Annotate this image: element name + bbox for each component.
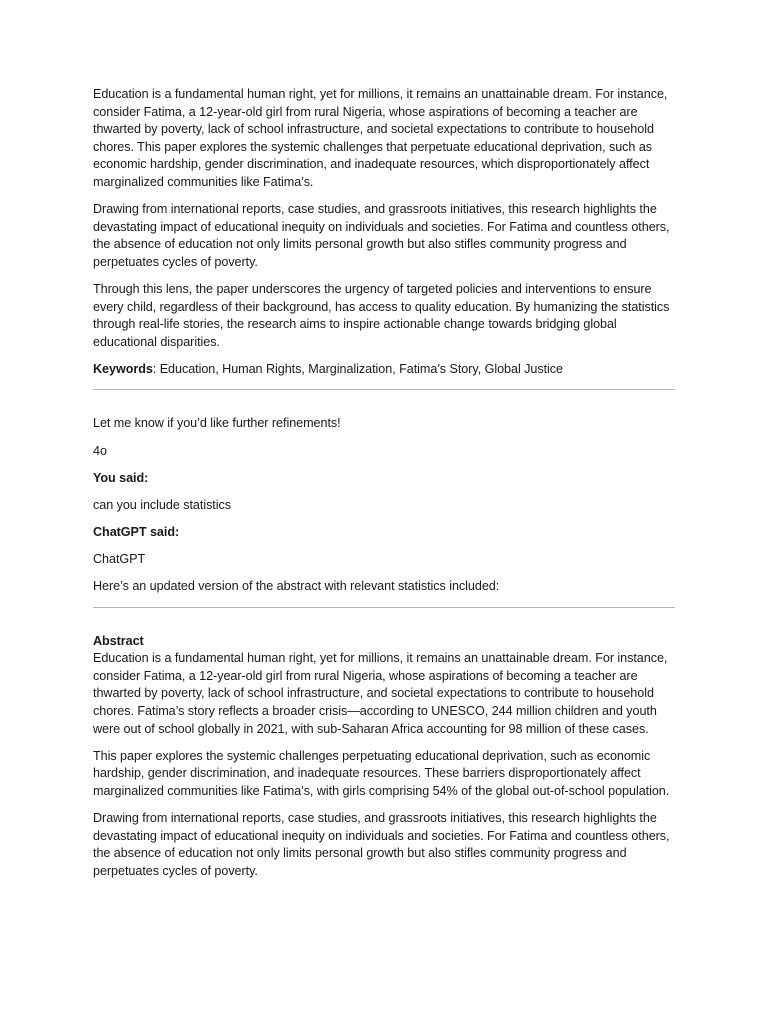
- keywords-line: [93, 361, 675, 379]
- model-tag: 4o: [93, 443, 107, 458]
- keywords-label: Keywords: [93, 361, 153, 376]
- abstract-paragraph-2: This paper explores the systemic challenges perpetuating educational deprivation, such as economic hardship, gender discrimination, and inadequate resources. These barriers disproportionately affect marginalized communities like Fatima’s, with girls comprising 54% of the global out-of-school population.: [93, 748, 670, 798]
- draft-paragraph-1: Education is a fundamental human right, yet for millions, it remains an unattainable dream. For instance, consider Fatima, a 12-year-old girl from rural Nigeria, whose aspirations of becoming a teacher are thwarted by poverty, lack of school infrastructure, and societal expectations to contribute to household chores. This paper explores the systemic challenges that perpetuate educational deprivation, such as economic hardship, gender discrimination, and inadequate resources, which disproportionately affect marginalized communities like Fatima’s.: [93, 87, 668, 189]
- assistant-said-label: [93, 524, 675, 542]
- draft-paragraph-2: Drawing from international reports, case studies, and grassroots initiatives, this research highlights the devastating impact of educational inequity on individuals and societies. For Fatima and countless others, the absence of education not only limits personal growth but also stifles community progress and perpetuates cycles of poverty.: [93, 202, 670, 269]
- abstract-paragraph-1: Education is a fundamental human right, yet for millions, it remains an unattainable dream. For instance, consider Fatima, a 12-year-old girl from rural Nigeria, whose aspirations of becoming a teacher are thwarted by poverty, lack of school infrastructure, and societal expectations to contribute to household chores. Fatima’s story reflects a broader crisis—according to UNESCO, 244 million children and youth were out of school globally in 2021, with sub-Saharan Africa accounting for 98 million of these cases.: [93, 651, 668, 736]
- divider-spacer-1: [93, 390, 675, 415]
- assistant-name: ChatGPT: [93, 551, 146, 566]
- abstract-revised-section: [93, 633, 675, 881]
- assistant-intro: Here’s an updated version of the abstract with relevant statistics included:: [93, 578, 500, 593]
- abstract-draft-section: [93, 86, 675, 378]
- abstract-paragraph-1-block: [93, 633, 675, 739]
- you-said-text: You said:: [93, 470, 149, 485]
- user-message: can you include statistics: [93, 497, 232, 512]
- refinement-note: Let me know if you’d like further refinements!: [93, 416, 341, 431]
- chat-transcript: [93, 415, 675, 595]
- assistant-said-text: ChatGPT said:: [93, 524, 180, 539]
- you-said-label: [93, 470, 675, 488]
- divider-spacer-2: [93, 608, 675, 633]
- abstract-heading: Abstract: [93, 633, 144, 648]
- draft-paragraph-3: Through this lens, the paper underscores the urgency of targeted policies and interventions to ensure every child, regardless of their background, has access to quality education. By humanizing the statistics through real-life stories, the research aims to inspire actionable change towards bridging global educational disparities.: [93, 281, 670, 349]
- keywords-text: : Education, Human Rights, Marginalization, Fatima’s Story, Global Justice: [152, 361, 564, 376]
- abstract-paragraph-3: Drawing from international reports, case studies, and grassroots initiatives, this research highlights the devastating impact of educational inequity on individuals and societies. For Fatima and countless others, the absence of education not only limits personal growth but also stifles community progress and perpetuates cycles of poverty.: [93, 810, 670, 878]
